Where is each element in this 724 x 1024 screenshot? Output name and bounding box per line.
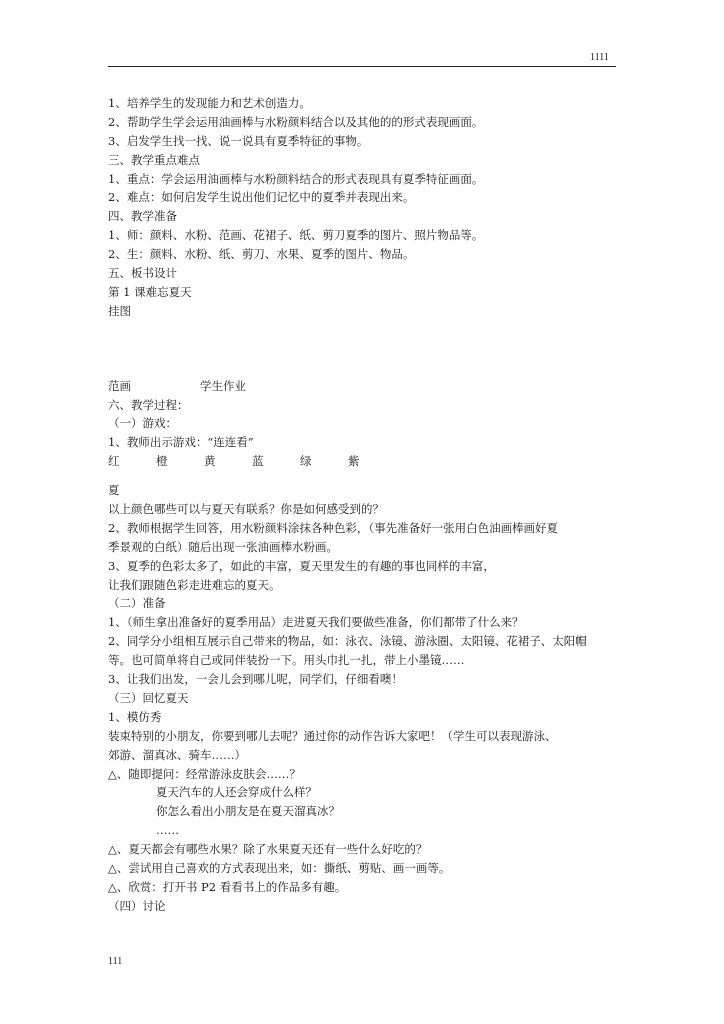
color-purple: 紫 — [348, 454, 360, 469]
subsection-heading: （四）讨论 — [108, 898, 166, 913]
sample-painting-label: 范画 — [108, 378, 131, 393]
footer-page-number: 111 — [108, 956, 123, 967]
blank-space — [108, 321, 628, 377]
section-heading: 五、板书设计 — [108, 266, 177, 281]
section-heading: 三、教学重点难点 — [108, 152, 200, 167]
text-line: △、随即提问：经常游泳皮肤会……？ — [108, 766, 301, 781]
text-line: 3、夏季的色彩太多了，如此的丰富，夏天里发生的有趣的事也同样的丰富， — [108, 558, 495, 573]
text-line: 1、模仿秀 — [108, 709, 162, 724]
text-line: 1、（师生拿出准备好的夏季用品）走进夏天我们要做些准备，你们都带了什么来？ — [108, 615, 524, 630]
text-line: 装束特别的小朋友，你要到哪儿去呢？通过你的动作告诉大家吧！（学生可以表现游泳、 — [108, 728, 557, 743]
text-line: 1、培养学生的发现能力和艺术创造力。 — [108, 96, 311, 110]
section-heading: 四、教学准备 — [108, 209, 177, 224]
text-line: 以上颜色哪些可以与夏天有联系？你是如何感受到的？ — [108, 502, 384, 517]
indented-question: 你怎么看出小朋友是在夏天溜真冰？ — [156, 804, 340, 819]
text-line: 郊游、溜真冰、骑车……） — [108, 747, 246, 762]
student-work-label: 学生作业 — [200, 378, 246, 393]
subsection-heading: （一）游戏： — [108, 416, 177, 431]
text-line: 1、师：颜料、水粉、范画、花裙子、纸、剪刀夏季的图片、照片物品等。 — [108, 228, 484, 243]
board-title: 第 1 课难忘夏天 — [108, 284, 192, 299]
indented-question: 夏天汽车的人还会穿成什么样？ — [156, 785, 317, 800]
text-line: △、欣赏：打开书 P2 看看书上的作品多有趣。 — [108, 879, 347, 894]
text-line: 2、生：颜料、水粉、纸、剪刀、水果、夏季的图片、物品。 — [108, 247, 415, 262]
indented-ellipsis: …… — [156, 823, 179, 838]
text-line: △、尝试用自己喜欢的方式表现出来，如：撕纸、剪贴、画一画等。 — [108, 860, 451, 875]
subsection-heading: （三）回忆夏天 — [108, 690, 189, 705]
color-yellow: 黄 — [204, 454, 216, 469]
text-line: 2、帮助学生学会运用油画棒与水粉颜料结合以及其他的的形式表现画面。 — [108, 114, 484, 129]
header-rule — [108, 66, 616, 67]
color-blue: 蓝 — [252, 454, 264, 469]
board-layout-row — [108, 377, 628, 396]
text-line: △、夏天都会有哪些水果？除了水果夏天还有一些什么好吃的？ — [108, 842, 428, 857]
subsection-heading: （二）准备 — [108, 596, 166, 611]
color-words-row — [108, 452, 628, 471]
text-line: 3、启发学生找一找、说一说具有夏季特征的事物。 — [108, 133, 369, 148]
text-line: 等。也可简单将自己或同伴装扮一下。用头巾扎一扎，带上小墨镜…… — [108, 653, 465, 668]
text-line: 2、难点：如何启发学生说出他们记忆中的夏季并表现出来。 — [108, 190, 415, 205]
text-line: 1、教师出示游戏：“连连看” — [108, 435, 254, 450]
text-line: 让我们跟随色彩走进难忘的夏天。 — [108, 577, 281, 592]
header-page-number: 1111 — [590, 52, 609, 63]
section-heading: 六、教学过程： — [108, 397, 189, 412]
text-line: 2、教师根据学生回答，用水粉颜料涂抹各种色彩，（事先准备好一张用白色油画棒画好夏 — [108, 520, 559, 535]
text-line: 季景观的白纸）随后出现一张油画棒水粉画。 — [108, 539, 338, 554]
text-line: 1、重点：学会运用油画棒与水粉颜料结合的形式表现具有夏季特征画面。 — [108, 171, 484, 186]
blank-space — [108, 471, 628, 481]
color-red: 红 — [108, 454, 120, 469]
summer-word: 夏 — [108, 483, 120, 498]
text-line: 3、让我们出发，一会儿会到哪儿呢，同学们，仔细看噢！ — [108, 672, 403, 687]
color-orange: 橙 — [156, 454, 168, 469]
document-body — [108, 94, 628, 916]
color-green: 绿 — [300, 454, 312, 469]
text-line: 2、同学分小组相互展示自己带来的物品，如：泳衣、泳镜、游泳圈、太阳镜、花裙子、太阳帽 — [108, 634, 587, 649]
board-hanging-picture: 挂图 — [108, 303, 131, 318]
